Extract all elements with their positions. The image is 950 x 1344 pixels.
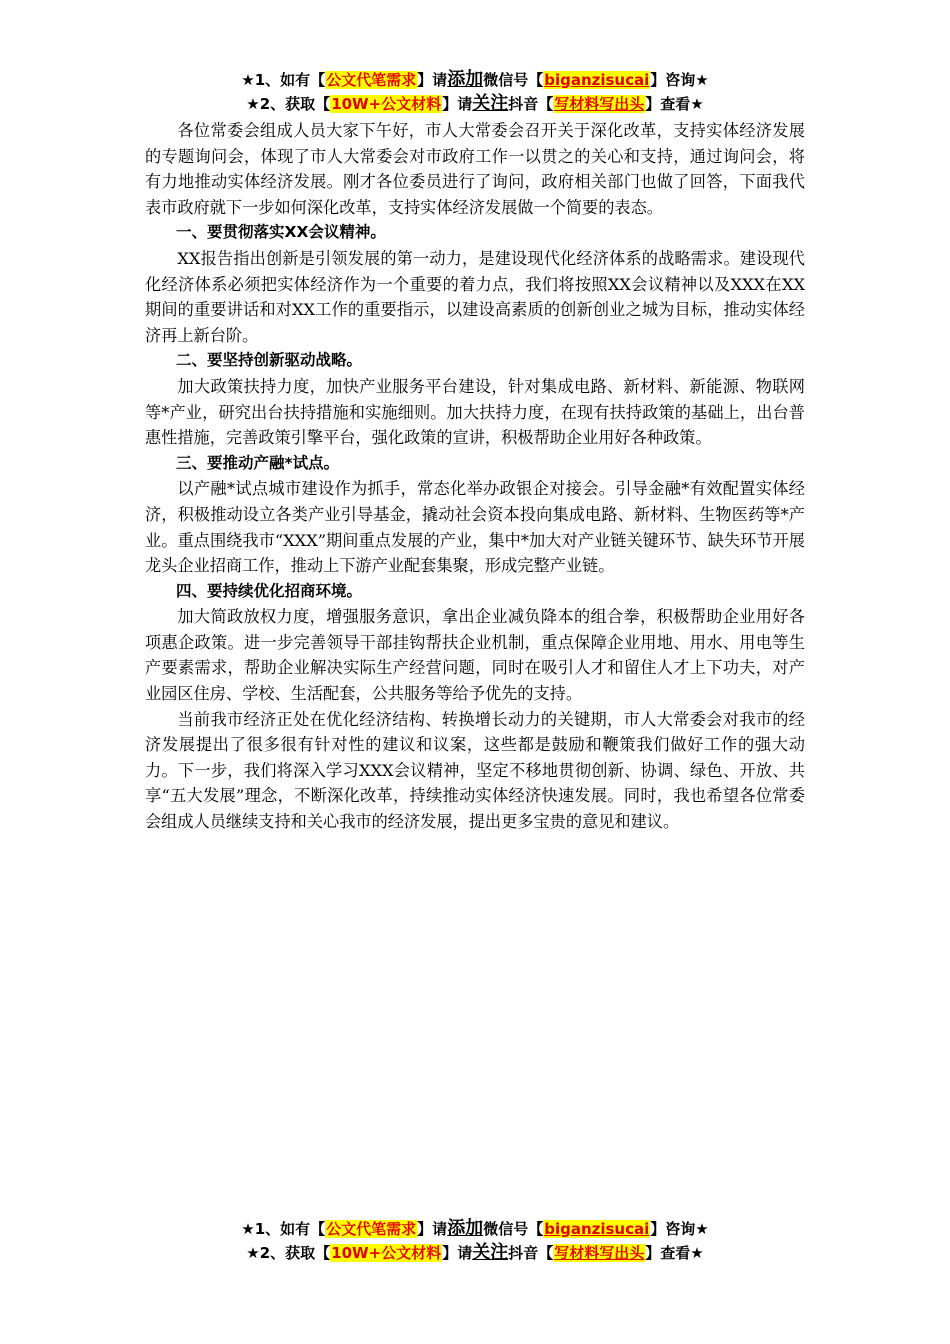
paragraph-section-4: 加大简政放权力度，增强服务意识，拿出企业减负降本的组合拳，积极帮助企业用好各项惠企政策。进一步完善领导干部挂钩帮扶企业机制，重点保障企业用地、用水、用电等生产要素需求，帮助企业解决实际生产经营问题，同时在吸引人才和留住人才上下功夫，对产业园区住房、学校、生活配套，公共服务等给予优先的支持。 bbox=[145, 607, 805, 704]
emphasis-add: 添加 bbox=[447, 69, 484, 90]
document-body bbox=[145, 118, 805, 835]
douyin-account-link[interactable]: 写材料写出头 bbox=[554, 1244, 645, 1262]
promo-text: 2、获取【 bbox=[259, 1244, 331, 1262]
highlight-service: 公文代笔需求 bbox=[326, 1220, 417, 1238]
promo-text: 】咨询★ bbox=[650, 1220, 709, 1238]
promo-line-2 bbox=[0, 1241, 950, 1265]
star-icon: ★ bbox=[246, 95, 260, 113]
promo-text: 】请 bbox=[442, 1244, 473, 1262]
promo-text: 】请 bbox=[417, 71, 448, 89]
promo-text: 1、如有【 bbox=[254, 71, 326, 89]
emphasis-follow: 关注 bbox=[472, 93, 509, 114]
promo-text: 微信号【 bbox=[483, 1220, 544, 1238]
star-icon: ★ bbox=[241, 71, 255, 89]
paragraph-conclusion: 当前我市经济正处在优化经济结构、转换增长动力的关键期，市人大常委会对我市的经济发展提出了很多很有针对性的建议和议案，这些都是鼓励和鞭策我们做好工作的强大动力。下一步，我们将深入学习XXX会议精神，坚定不移地贯彻创新、协调、绿色、开放、共享“五大发展”理念，不断深化改革，持续推动实体经济快速发展。同时，我也希望各位常委会组成人员继续支持和关心我市的经济发展，提出更多宝贵的意见和建议。 bbox=[145, 709, 805, 832]
wechat-id-link[interactable]: biganzisucai bbox=[544, 71, 650, 89]
emphasis-follow: 关注 bbox=[472, 1242, 509, 1263]
promo-text: 1、如有【 bbox=[254, 1220, 326, 1238]
promo-banner-top bbox=[0, 68, 950, 116]
section-heading-2: 二、要坚持创新驱动战略。 bbox=[176, 351, 363, 370]
section-heading-1: 一、要贯彻落实XX会议精神。 bbox=[176, 223, 386, 242]
section-heading-3: 三、要推动产融*试点。 bbox=[176, 453, 340, 472]
promo-text: 】请 bbox=[417, 1220, 448, 1238]
promo-text: 】查看★ bbox=[645, 1244, 704, 1262]
paragraph-intro: 各位常委会组成人员大家下午好，市人大常委会召开关于深化改革，支持实体经济发展的专题询问会，体现了市人大常委会对市政府工作一以贯之的关心和支持，通过询问会，将有力地推动实体经济发展。刚才各位委员进行了询问，政府相关部门也做了回答，下面我代表市政府就下一步如何深化改革，支持实体经济发展做一个简要的表态。 bbox=[145, 121, 805, 217]
star-icon: ★ bbox=[241, 1220, 255, 1238]
promo-banner-bottom bbox=[0, 1217, 950, 1265]
promo-text: 抖音【 bbox=[508, 95, 554, 113]
promo-text: 抖音【 bbox=[508, 1244, 554, 1262]
promo-text: 】查看★ bbox=[645, 95, 704, 113]
promo-line-2 bbox=[0, 92, 950, 116]
section-heading-4: 四、要持续优化招商环境。 bbox=[176, 581, 363, 600]
paragraph-section-1: XX报告指出创新是引领发展的第一动力，是建设现代化经济体系的战略需求。建设现代化经济体系必须把实体经济作为一个重要的着力点，我们将按照XX会议精神以及XXX在XX期间的重要讲话和对XX工作的重要指示，以建设高素质的创新创业之城为目标，推动实体经济再上新台阶。 bbox=[145, 248, 805, 345]
highlight-service: 公文代笔需求 bbox=[326, 71, 417, 89]
promo-text: 微信号【 bbox=[483, 71, 544, 89]
promo-text: 】请 bbox=[442, 95, 473, 113]
promo-text: 】咨询★ bbox=[650, 71, 709, 89]
paragraph-section-2: 加大政策扶持力度，加快产业服务平台建设，针对集成电路、新材料、新能源、物联网等*产业，研究出台扶持措施和实施细则。加大扶持力度，在现有扶持政策的基础上，出台普惠性措施，完善政策引擎平台，强化政策的宣讲，积极帮助企业用好各种政策。 bbox=[145, 376, 805, 448]
promo-line-1 bbox=[0, 68, 950, 92]
emphasis-add: 添加 bbox=[447, 1218, 484, 1239]
promo-text: 2、获取【 bbox=[259, 95, 331, 113]
promo-line-1 bbox=[0, 1217, 950, 1241]
wechat-id-link[interactable]: biganzisucai bbox=[544, 1220, 650, 1238]
paragraph-section-3: 以产融*试点城市建设作为抓手，常态化举办政银企对接会。引导金融*有效配置实体经济，积极推动设立各类产业引导基金，撬动社会资本投向集成电路、新材料、生物医药等*产业。重点围绕我市“XXX”期间重点发展的产业，集中*加大对产业链关键环节、缺失环节开展龙头企业招商工作，推动上下游产业配套集聚，形成完整产业链。 bbox=[145, 479, 805, 576]
star-icon: ★ bbox=[246, 1244, 260, 1262]
highlight-materials: 10W+公文材料 bbox=[331, 1244, 442, 1262]
douyin-account-link[interactable]: 写材料写出头 bbox=[554, 95, 645, 113]
highlight-materials: 10W+公文材料 bbox=[331, 95, 442, 113]
